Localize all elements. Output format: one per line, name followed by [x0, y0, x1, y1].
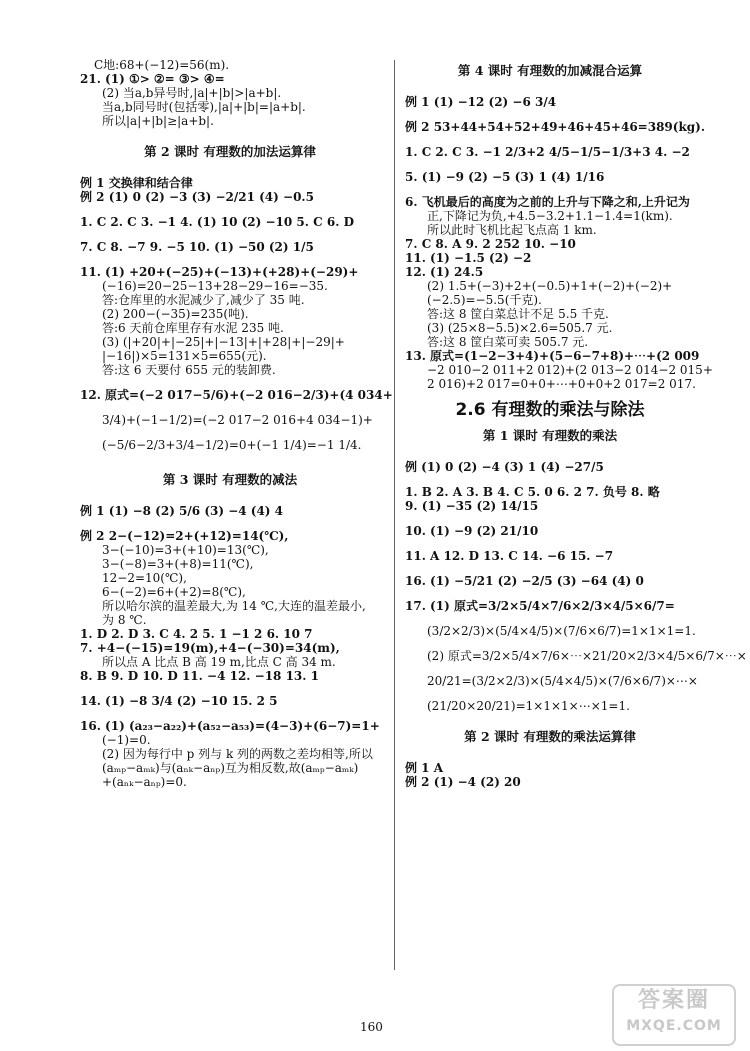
- watermark-text-top: 答案圈: [637, 988, 710, 1013]
- answer-line: 3/4)+(−1−1/2)=(−2 017−2 016+4 034−1)+: [102, 413, 373, 427]
- spacer: [405, 563, 695, 574]
- answer-line: 答:这 8 筐白菜可卖 505.7 元.: [427, 335, 589, 349]
- answer-line: 答:这 6 天要付 655 元的装卸费.: [102, 363, 276, 377]
- answer-line: 例 2 (1) 0 (2) −3 (3) −2/21 (4) −0.5: [80, 190, 314, 204]
- answer-line: 例 1 (1) −8 (2) 5/6 (3) −4 (4) 4: [80, 504, 284, 518]
- spacer: [80, 518, 380, 529]
- spacer: [405, 750, 695, 761]
- spacer: [405, 449, 695, 460]
- answer-line: 11. (1) −1.5 (2) −2: [405, 251, 532, 265]
- answer-line: |−16|)×5=131×5=655(元).: [102, 349, 267, 363]
- answer-line: 例 (1) 0 (2) −4 (3) 1 (4) −27/5: [405, 460, 604, 474]
- answer-line: 6−(−2)=6+(+2)=8(℃),: [102, 585, 246, 599]
- answer-line: (2) 当a,b异号时,|a|+|b|>|a+b|.: [102, 86, 282, 100]
- section-heading: 第 1 课时 有理数的乘法: [482, 428, 618, 443]
- spacer: [405, 513, 695, 524]
- answer-line: 20/21=(3/2×2/3)×(5/4×4/5)×(7/6×6/7)×⋯×: [427, 674, 698, 688]
- section-heading: 第 2 课时 有理数的加法运算律: [144, 144, 316, 159]
- answer-line: (3/2×2/3)×(5/4×4/5)×(7/6×6/7)=1×1×1=1.: [427, 624, 696, 638]
- answer-line: 9. (1) −35 (2) 14/15: [405, 499, 539, 513]
- answer-line: (−1)=0.: [102, 733, 151, 747]
- answer-line: 2 016)+2 017=0+0+⋯+0+0+2 017=2 017.: [427, 377, 696, 391]
- answer-line: 答:仓库里的水泥减少了,减少了 35 吨.: [102, 293, 305, 307]
- answer-line: 例 2 53+44+54+52+49+46+45+46=389(kg).: [405, 120, 706, 134]
- answer-line: (21/20×20/21)=1×1×1×⋯×1=1.: [427, 699, 630, 713]
- answer-line: −2 010−2 011+2 012)+(2 013−2 014−2 015+: [427, 363, 713, 377]
- right-column: [405, 58, 747, 789]
- spacer: [80, 128, 380, 139]
- answer-line: 为 8 ℃.: [102, 613, 147, 627]
- spacer: [80, 165, 380, 176]
- spacer: [80, 402, 380, 413]
- answer-line: 1. B 2. A 3. B 4. C 5. 0 6. 2 7. 负号 8. 略: [405, 485, 660, 499]
- answer-line: 14. (1) −8 3/4 (2) −10 15. 2 5: [80, 694, 278, 708]
- answer-line: (2) 200−(−35)=235(吨).: [102, 307, 249, 321]
- section-heading: 2.6 有理数的乘法与除法: [455, 400, 645, 420]
- answer-line: (−2.5)=−5.5(千克).: [427, 293, 542, 307]
- answer-line: 7. C 8. A 9. 2 252 10. −10: [405, 237, 576, 251]
- spacer: [405, 688, 695, 699]
- answer-line: 正,下降记为负,+4.5−3.2+1.1−1.4=1(km).: [427, 209, 673, 223]
- spacer: [80, 452, 380, 467]
- answer-line: (−5/6−2/3+3/4−1/2)=0+(−1 1/4)=−1 1/4.: [102, 438, 362, 452]
- spacer: [405, 109, 695, 120]
- spacer: [405, 159, 695, 170]
- spacer: [405, 84, 695, 95]
- answer-line: 例 2 2−(−12)=2+(+12)=14(℃),: [80, 529, 289, 543]
- answer-line: C地:68+(−12)=56(m).: [94, 58, 230, 72]
- spacer: [405, 184, 695, 195]
- answer-line: (2) 因为每行中 p 列与 k 列的两数之差均相等,所以: [102, 747, 373, 761]
- answer-line: 答:这 8 筐白菜总计不足 5.5 千克.: [427, 307, 609, 321]
- spacer: [405, 474, 695, 485]
- column-divider: [394, 60, 395, 970]
- spacer: [80, 683, 380, 694]
- spacer: [80, 204, 380, 215]
- answer-line: 答:6 天前仓库里存有水泥 235 吨.: [102, 321, 284, 335]
- spacer: [80, 254, 380, 265]
- answer-line: 13. 原式=(1−2−3+4)+(5−6−7+8)+⋯+(2 009: [405, 349, 700, 363]
- answer-line: 所以|a|+|b|≥|a+b|.: [102, 114, 214, 128]
- answer-line: +(aₙₖ−aₙₚ)=0.: [102, 775, 187, 789]
- answer-line: 12−2=10(℃),: [102, 571, 187, 585]
- section-heading: 第 3 课时 有理数的减法: [162, 472, 298, 487]
- answer-line: (3) (|+20|+|−25|+|−13|+|+28|+|−29|+: [102, 335, 345, 349]
- section-heading: 第 4 课时 有理数的加减混合运算: [457, 63, 643, 78]
- answer-line: 16. (1) −5/21 (2) −2/5 (3) −64 (4) 0: [405, 574, 644, 588]
- answer-line: 17. (1) 原式=3/2×5/4×7/6×2/3×4/5×6/7=: [405, 599, 675, 613]
- answer-line: (2) 1.5+(−3)+2+(−0.5)+1+(−2)+(−2)+: [427, 279, 673, 293]
- answer-line: 7. +4−(−15)=19(m),+4−(−30)=34(m),: [80, 641, 340, 655]
- answer-line: 3−(−10)=3+(+10)=13(℃),: [102, 543, 269, 557]
- answer-line: 1. D 2. D 3. C 4. 2 5. 1 −1 2 6. 10 7: [80, 627, 313, 641]
- spacer: [405, 538, 695, 549]
- answer-line: 所以此时飞机比起飞点高 1 km.: [427, 223, 597, 237]
- answer-line: (3) (25×8−5.5)×2.6=505.7 元.: [427, 321, 613, 335]
- spacer: [80, 708, 380, 719]
- answer-line: 5. (1) −9 (2) −5 (3) 1 (4) 1/16: [405, 170, 605, 184]
- section-heading: 第 2 课时 有理数的乘法运算律: [464, 729, 636, 744]
- answer-line: 12. (1) 24.5: [405, 265, 484, 279]
- answer-line: 例 2 (1) −4 (2) 20: [405, 775, 521, 789]
- answer-line: 例 1 A: [405, 761, 444, 775]
- left-column: [80, 58, 393, 789]
- watermark-text-bottom: MXQE.COM: [626, 1018, 722, 1034]
- answer-line: 当a,b同号时(包括零),|a|+|b|=|a+b|.: [102, 100, 306, 114]
- answer-line: 7. C 8. −7 9. −5 10. (1) −50 (2) 1/5: [80, 240, 314, 254]
- answer-line: 1. C 2. C 3. −1 4. (1) 10 (2) −10 5. C 6. D: [80, 215, 354, 229]
- spacer: [80, 377, 380, 388]
- answer-line: 3−(−8)=3+(+8)=11(℃),: [102, 557, 254, 571]
- answer-line: 所以哈尔滨的温差最大,为 14 ℃,大连的温差最小,: [102, 599, 366, 613]
- spacer: [405, 713, 695, 724]
- spacer: [80, 493, 380, 504]
- spacer: [405, 663, 695, 674]
- spacer: [80, 427, 380, 438]
- answer-line: 10. (1) −9 (2) 21/10: [405, 524, 539, 538]
- spacer: [405, 638, 695, 649]
- spacer: [405, 134, 695, 145]
- answer-line: 8. B 9. D 10. D 11. −4 12. −18 13. 1: [80, 669, 319, 683]
- watermark-logo: [612, 984, 736, 1046]
- answer-line: 所以点 A 比点 B 高 19 m,比点 C 高 34 m.: [102, 655, 336, 669]
- page-number: 160: [360, 1020, 383, 1034]
- answer-line: 1. C 2. C 3. −1 2/3+2 4/5−1/5−1/3+3 4. −2: [405, 145, 690, 159]
- answer-line: 6. 飞机最后的高度为之前的上升与下降之和,上升记为: [405, 195, 690, 209]
- answer-line: 11. (1) +20+(−25)+(−13)+(+28)+(−29)+: [80, 265, 359, 279]
- spacer: [80, 229, 380, 240]
- spacer: [405, 613, 695, 624]
- answer-line: (2) 原式=3/2×5/4×7/6×⋯×21/20×2/3×4/5×6/7×⋯×: [427, 649, 747, 663]
- answer-line: 21. (1) ①> ②= ③> ④=: [80, 72, 225, 86]
- answer-line: 16. (1) (a₂₃−a₂₂)+(a₅₂−a₅₃)=(4−3)+(6−7)=1+: [80, 719, 380, 733]
- answer-line: 11. A 12. D 13. C 14. −6 15. −7: [405, 549, 614, 563]
- answer-line: 12. 原式=(−2 017−5/6)+(−2 016−2/3)+(4 034+: [80, 388, 393, 402]
- answer-line: (aₘₚ−aₘₖ)与(aₙₖ−aₙₚ)互为相反数,故(aₘₚ−aₘₖ): [102, 761, 359, 775]
- answer-line: 例 1 (1) −12 (2) −6 3/4: [405, 95, 557, 109]
- answer-line: 例 1 交换律和结合律: [80, 176, 193, 190]
- answer-line: (−16)=20−25−13+28−29−16=−35.: [102, 279, 328, 293]
- spacer: [405, 588, 695, 599]
